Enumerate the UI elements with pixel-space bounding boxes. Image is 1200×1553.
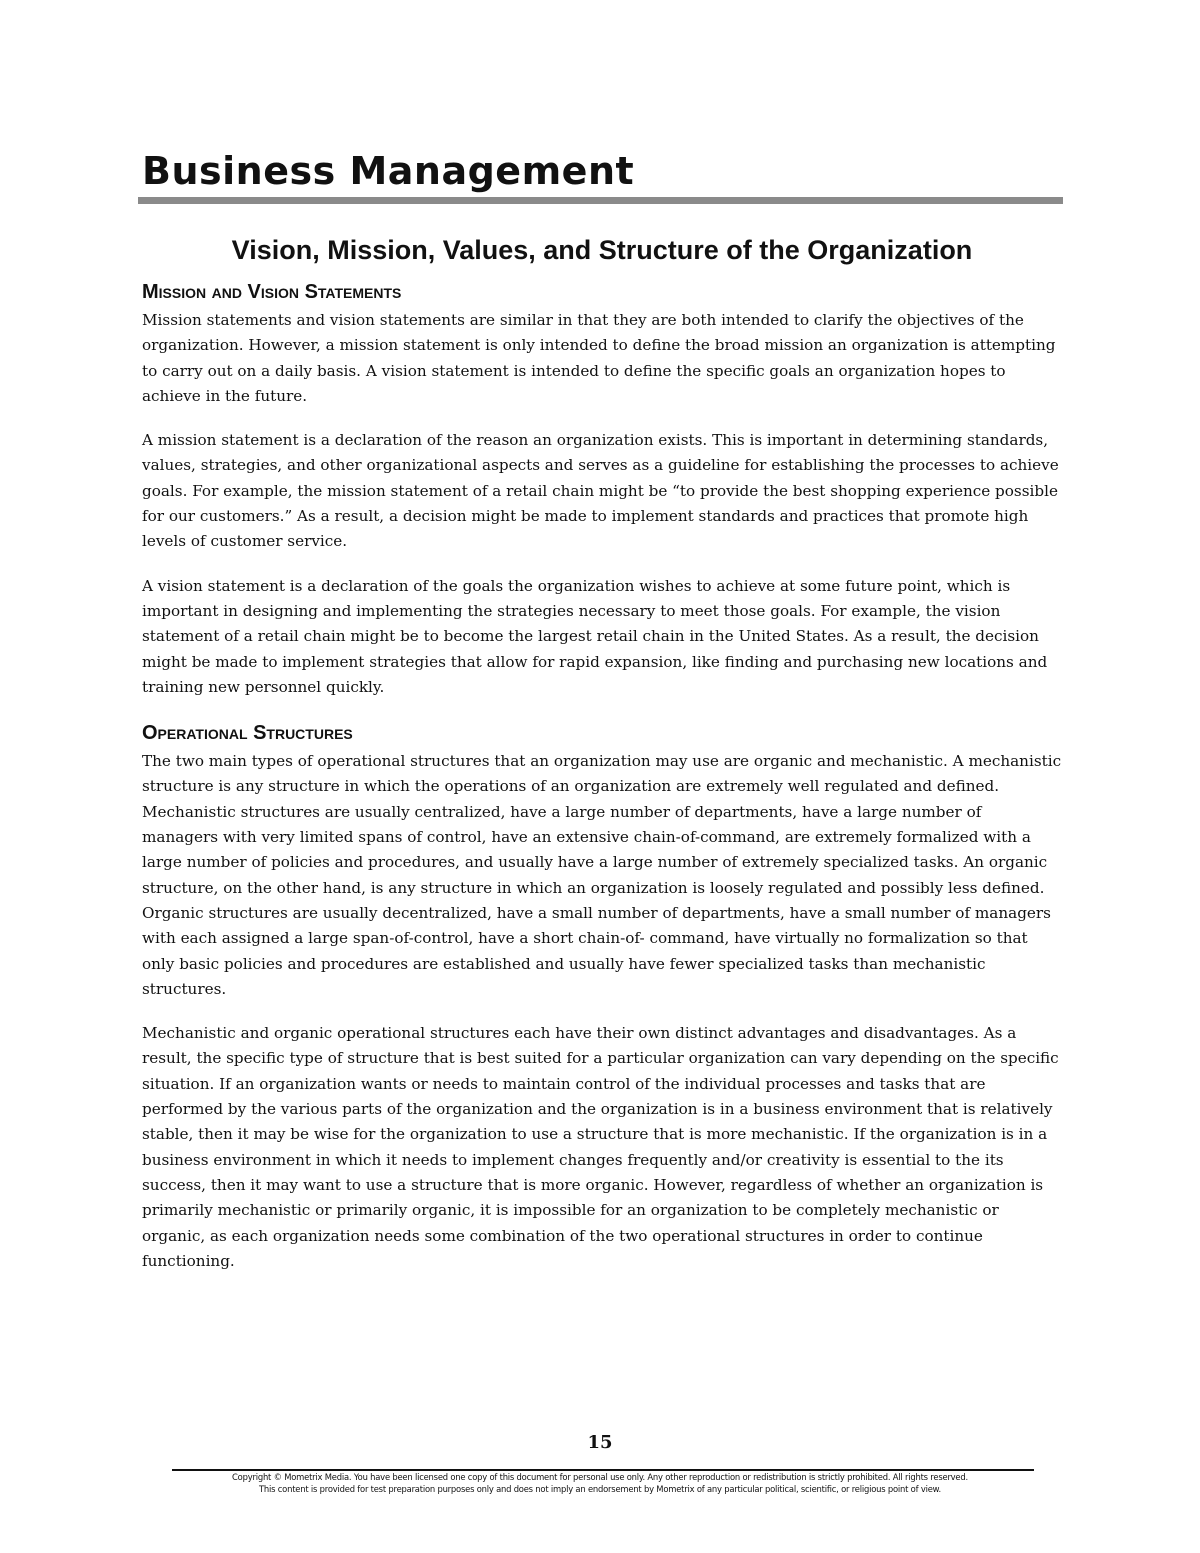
main-content	[142, 228, 1062, 1293]
paragraph: The two main types of operational structures that an organization may use are organic and mechanistic. A mechanistic structure is any structure in which the operations of an organization are extremely well regulated and defined. Mechanistic structures are usually centralized, have a large number of departments, have a large number of managers with very limited spans of control, have an extensive chain-of-command, are extremely formalized with a large number of policies and procedures, and usually have a large number of extremely specialized tasks. An organic structure, on the other hand, is any structure in which an organization is loosely regulated and possibly less defined. Organic structures are usually decentralized, have a small number of departments, have a small number of managers with each assigned a large span-of-control, have a short chain-of- command, have virtually no formalization so that only basic policies and procedures are established and usually have fewer specialized tasks than mechanistic structures.	[142, 752, 1062, 998]
copyright-line: Copyright © Mometrix Media. You have been licensed one copy of this document for personal use only. Any other reproduction or redistribution is strictly prohibited. All rights reserved.	[232, 1472, 968, 1482]
section-title: Vision, Mission, Values, and Structure of the Organization	[231, 235, 973, 265]
header-divider	[138, 197, 1063, 204]
operational-structures-heading: Operational Structures	[142, 722, 353, 745]
paragraph: Mission statements and vision statements are similar in that they are both intended to clarify the objectives of the organization. However, a mission statement is only intended to define the broad mission an organization is attempting to carry out on a daily basis. A vision statement is intended to define the specific goals an organization hopes to achieve in the future.	[142, 311, 1056, 405]
page-number: 15	[587, 1432, 613, 1453]
disclaimer-line: This content is provided for test preparation purposes only and does not imply an endorsement by Mometrix of any particular political, scientific, or religious point of view.	[258, 1484, 941, 1494]
paragraph: A mission statement is a declaration of the reason an organization exists. This is important in determining standards, values, strategies, and other organizational aspects and serves as a guideline for establishing the processes to achieve goals. For example, the mission statement of a retail chain might be “to provide the best shopping experience possible for our customers.” As a result, a decision might be made to implement standards and practices that promote high levels of customer service.	[142, 431, 1059, 551]
paragraph: Mechanistic and organic operational structures each have their own distinct advantages and disadvantages. As a result, the specific type of structure that is best suited for a particular organization can vary depending on the specific situation. If an organization wants or needs to maintain control of the individual processes and tasks that are performed by the various parts of the organization and the organization is in a business environment that is relatively stable, then it may be wise for the organization to use a structure that is more mechanistic. If the organization is in a business environment in which it needs to implement changes frequently and/or creativity is essential to the its success, then it may want to use a structure that is more organic. However, regardless of whether an organization is primarily mechanistic or primarily organic, it is impossible for an organization to be completely mechanistic or organic, as each organization needs some combination of the two operational structures in order to continue functioning.	[142, 1024, 1059, 1270]
mission-vision-heading: Mission and Vision Statements	[142, 281, 402, 303]
page-header-title: Business Management	[142, 149, 635, 193]
paragraph: A vision statement is a declaration of the goals the organization wishes to achieve at some future point, which is important in designing and implementing the strategies necessary to meet those goals. For example, the vision statement of a retail chain might be to become the largest retail chain in the United States. As a result, the decision might be made to implement strategies that allow for rapid expansion, like finding and purchasing new locations and training new personnel quickly.	[142, 576, 1048, 696]
copyright-footer	[150, 1471, 1050, 1495]
